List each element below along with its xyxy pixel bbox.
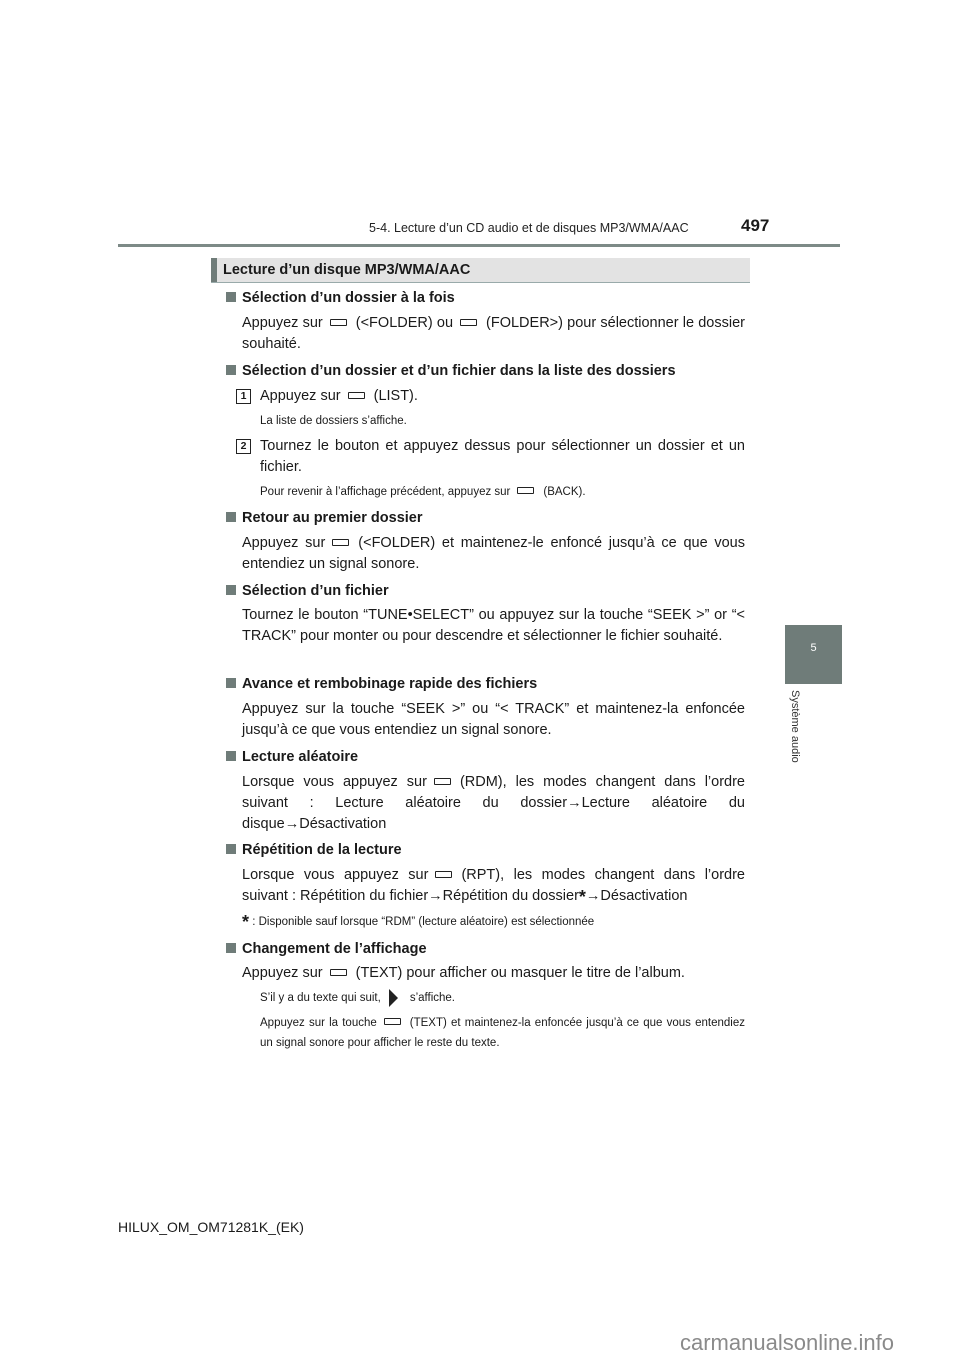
paragraph: Tournez le bouton “TUNE•SELECT” ou appuyez sur la touche “SEEK >” or “< TRACK” pour monter ou pour descendre et sélectionner le fichier souhaité. xyxy=(242,607,745,644)
bullet-square-icon xyxy=(226,512,236,522)
footnote xyxy=(242,912,745,932)
section-title: Lecture d’un disque MP3/WMA/AAC xyxy=(223,262,471,278)
item-heading xyxy=(226,675,537,693)
step-note: La liste de dossiers s’affiche. xyxy=(260,415,407,427)
item-heading xyxy=(226,748,358,766)
footnote-text: : Disponible sauf lorsque “RDM” (lecture aléatoire) est sélectionnée xyxy=(252,916,595,928)
button-icon xyxy=(460,319,477,326)
text: Lorsque vous appuyez sur xyxy=(242,774,427,790)
step-number: 1 xyxy=(236,389,251,404)
text: Lorsque vous appuyez sur xyxy=(242,867,429,883)
paragraph xyxy=(242,865,745,908)
button-icon xyxy=(434,778,451,785)
text: Appuyez sur la touche xyxy=(260,1017,377,1029)
chapter-tab-label: Système audio xyxy=(789,690,801,763)
more-text-arrow-icon xyxy=(389,989,398,1007)
button-icon xyxy=(330,969,347,976)
bullet-square-icon xyxy=(226,292,236,302)
text: Appuyez sur xyxy=(242,535,326,551)
section-title-accent xyxy=(211,258,217,282)
text: Appuyez sur xyxy=(260,388,341,404)
text: (TEXT) pour afficher ou masquer le titre de l’album. xyxy=(355,965,685,981)
item-heading xyxy=(226,841,402,859)
chapter-header: 5-4. Lecture d’un CD audio et de disques MP3/WMA/AAC xyxy=(369,221,689,235)
button-icon xyxy=(330,319,347,326)
text: →Désactivation xyxy=(585,888,688,904)
bullet-square-icon xyxy=(226,365,236,375)
text: Appuyez sur xyxy=(242,965,323,981)
text: (<FOLDER) et maintenez-le enfoncé jusqu’à ce que vous entendiez un signal sonore. xyxy=(242,535,745,572)
section-title-bar xyxy=(211,258,750,283)
button-icon xyxy=(348,392,365,399)
button-icon xyxy=(517,487,534,494)
chapter-tab-number: 5 xyxy=(810,642,817,654)
text: (LIST). xyxy=(373,388,418,404)
paragraph xyxy=(242,963,745,984)
step-text: Tournez le bouton et appuyez dessus pour sélectionner un dossier et un fichier. xyxy=(260,438,745,475)
bullet-square-icon xyxy=(226,585,236,595)
heading-text: Sélection d’un dossier à la fois xyxy=(242,290,455,306)
paragraph xyxy=(242,313,745,355)
note xyxy=(260,988,745,1008)
step-number: 2 xyxy=(236,439,251,454)
step-note xyxy=(260,482,745,502)
bullet-square-icon xyxy=(226,844,236,854)
step-text xyxy=(260,386,745,407)
heading-text: Répétition de la lecture xyxy=(242,842,402,858)
paragraph xyxy=(242,533,745,575)
footnote-mark: * xyxy=(242,912,250,932)
heading-text: Retour au premier dossier xyxy=(242,510,423,526)
paragraph xyxy=(242,772,745,835)
footnote-mark: * xyxy=(578,887,586,907)
item-heading xyxy=(226,289,455,307)
page-number: 497 xyxy=(741,216,770,235)
text: Appuyez sur xyxy=(242,315,323,331)
heading-text: Lecture aléatoire xyxy=(242,749,359,765)
text: (BACK). xyxy=(543,486,586,498)
text: Pour revenir à l’affichage précédent, appuyez sur xyxy=(260,486,511,498)
text: s’affiche. xyxy=(409,992,455,1004)
button-icon xyxy=(435,871,452,878)
watermark: carmanualsonline.info xyxy=(680,1330,895,1355)
item-heading xyxy=(226,362,676,380)
text: (<FOLDER) ou xyxy=(355,315,454,331)
button-icon xyxy=(332,539,349,546)
bullet-square-icon xyxy=(226,678,236,688)
item-heading xyxy=(226,940,427,958)
note xyxy=(260,1013,745,1053)
item-heading xyxy=(226,582,389,600)
text: (RDM), les modes changent dans l’ordre suivant : Lecture aléatoire du dossier→Lecture aléatoire du disque→Désactivation xyxy=(242,774,745,832)
text: S’il y a du texte qui suit, xyxy=(260,992,381,1004)
paragraph: Appuyez sur la touche “SEEK >” ou “< TRACK” et maintenez-la enfoncée jusqu’à ce que vous entendiez un signal sonore. xyxy=(242,701,745,738)
bullet-square-icon xyxy=(226,751,236,761)
heading-text: Changement de l’affichage xyxy=(242,941,427,957)
item-heading xyxy=(226,509,423,527)
text: (TEXT) et maintenez-la enfoncée jusqu’à ce que vous entendiez un signal sonore pour afficher le reste du texte. xyxy=(260,1017,745,1049)
heading-text: Avance et rembobinage rapide des fichiers xyxy=(242,676,538,692)
text: (RPT), les modes changent dans l’ordre suivant : Répétition du fichier→Répétition du dossier xyxy=(242,867,745,904)
header-rule xyxy=(118,244,840,247)
heading-text: Sélection d’un fichier xyxy=(242,583,389,599)
heading-text: Sélection d’un dossier et d’un fichier dans la liste des dossiers xyxy=(242,363,676,379)
footer-code: HILUX_OM_OM71281K_(EK) xyxy=(118,1219,304,1235)
button-icon xyxy=(384,1018,401,1025)
text: (FOLDER>) pour sélectionner le dossier souhaité. xyxy=(242,315,745,352)
bullet-square-icon xyxy=(226,943,236,953)
chapter-tab xyxy=(785,625,842,684)
